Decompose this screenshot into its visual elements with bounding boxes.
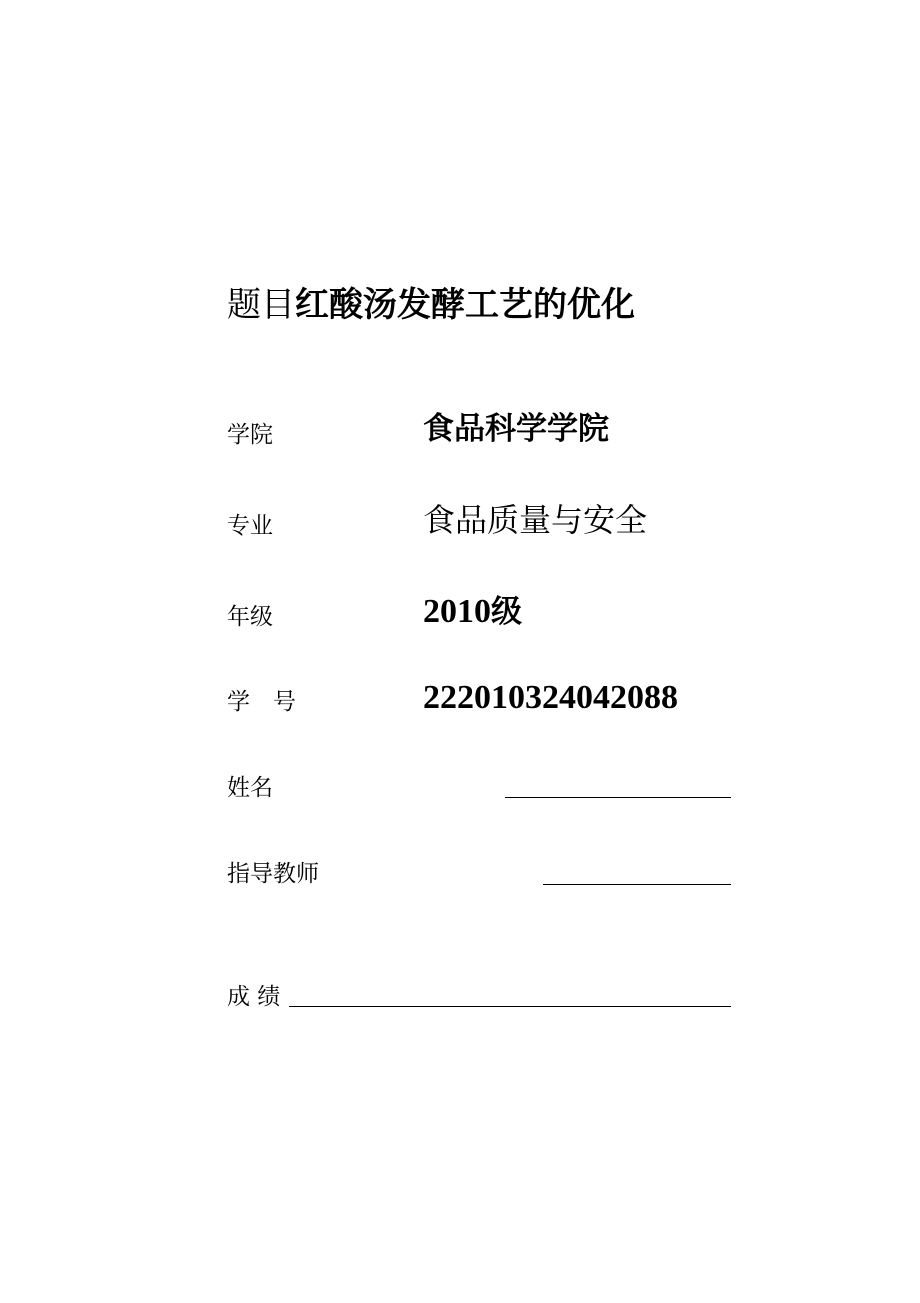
advisor-label: 指导教师 (227, 861, 319, 887)
grade-suffix: 级 (491, 594, 522, 630)
student-id-value: 222010324042088 (423, 679, 678, 716)
grade-value (423, 592, 522, 632)
score-label: 成 绩 (227, 984, 281, 1010)
major-label: 专业 (227, 513, 273, 539)
title-value: 红酸汤发酵工艺的优化 (295, 285, 635, 325)
page-title (227, 283, 635, 327)
college-value: 食品科学学院 (423, 411, 609, 447)
grade-label: 年级 (227, 604, 273, 630)
score-underline (289, 1006, 731, 1007)
name-underline (505, 797, 731, 798)
major-value: 食品质量与安全 (423, 501, 648, 539)
advisor-underline (543, 884, 731, 885)
grade-number: 2010 (423, 593, 491, 630)
college-label: 学院 (227, 422, 273, 448)
name-label: 姓名 (227, 775, 273, 801)
title-label: 题目 (227, 285, 295, 325)
student-id-label: 学 号 (227, 689, 296, 715)
